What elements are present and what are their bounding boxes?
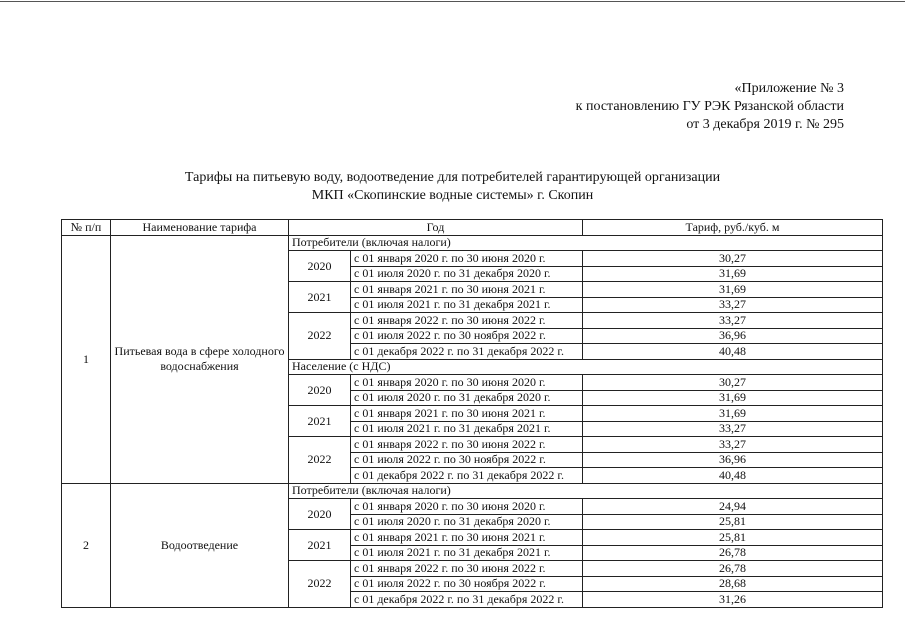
period-cell: с 01 июля 2020 г. по 31 декабря 2020 г. bbox=[351, 390, 583, 406]
header-year: Год bbox=[289, 220, 583, 236]
year-cell: 2021 bbox=[289, 406, 351, 437]
tariff-value: 24,94 bbox=[583, 499, 883, 515]
group-row bbox=[62, 235, 883, 251]
period-cell: с 01 июля 2021 г. по 31 декабря 2021 г. bbox=[351, 297, 583, 313]
title-line-2: МКП «Скопинские водные системы» г. Скопин bbox=[311, 188, 594, 203]
header-tariff: Тариф, руб./куб. м bbox=[583, 220, 883, 236]
tariff-value: 31,69 bbox=[583, 266, 883, 282]
tariff-value: 33,27 bbox=[583, 437, 883, 453]
tariff-value: 28,68 bbox=[583, 576, 883, 592]
period-cell: с 01 июля 2021 г. по 31 декабря 2021 г. bbox=[351, 545, 583, 561]
tariff-number: 1 bbox=[62, 235, 111, 483]
period-cell: с 01 января 2021 г. по 30 июня 2021 г. bbox=[351, 530, 583, 546]
tariff-value: 25,81 bbox=[583, 530, 883, 546]
tariff-value: 26,78 bbox=[583, 561, 883, 577]
tariff-table-body bbox=[62, 220, 883, 608]
tariff-value: 30,27 bbox=[583, 375, 883, 391]
tariff-value: 31,69 bbox=[583, 282, 883, 298]
tariff-value: 25,81 bbox=[583, 514, 883, 530]
year-cell: 2022 bbox=[289, 313, 351, 360]
period-cell: с 01 декабря 2022 г. по 31 декабря 2022 г. bbox=[351, 344, 583, 360]
tariff-value: 31,69 bbox=[583, 406, 883, 422]
tariff-value: 36,96 bbox=[583, 452, 883, 468]
tariff-value: 30,27 bbox=[583, 251, 883, 267]
period-cell: с 01 января 2022 г. по 30 июня 2022 г. bbox=[351, 313, 583, 329]
consumer-group-label: Потребители (включая налоги) bbox=[289, 235, 883, 251]
year-cell: 2020 bbox=[289, 375, 351, 406]
period-cell: с 01 января 2021 г. по 30 июня 2021 г. bbox=[351, 282, 583, 298]
period-cell: с 01 июля 2020 г. по 31 декабря 2020 г. bbox=[351, 266, 583, 282]
table-header-row bbox=[62, 220, 883, 236]
document-title bbox=[0, 169, 905, 205]
year-cell: 2021 bbox=[289, 282, 351, 313]
year-cell: 2022 bbox=[289, 561, 351, 608]
tariff-number: 2 bbox=[62, 483, 111, 607]
title-line-1: Тарифы на питьевую воду, водоотведение для потребителей гарантирующей организации bbox=[184, 170, 721, 185]
period-cell: с 01 января 2022 г. по 30 июня 2022 г. bbox=[351, 437, 583, 453]
period-cell: с 01 января 2020 г. по 30 июня 2020 г. bbox=[351, 499, 583, 515]
tariff-value: 31,69 bbox=[583, 390, 883, 406]
tariff-value: 33,27 bbox=[583, 421, 883, 437]
consumer-group-label: Потребители (включая налоги) bbox=[289, 483, 883, 499]
period-cell: с 01 января 2021 г. по 30 июня 2021 г. bbox=[351, 406, 583, 422]
year-cell: 2020 bbox=[289, 251, 351, 282]
tariff-name: Водоотведение bbox=[111, 483, 289, 607]
period-cell: с 01 июля 2022 г. по 30 ноября 2022 г. bbox=[351, 576, 583, 592]
appendix-line-2: к постановлению ГУ РЭК Рязанской области bbox=[575, 99, 844, 114]
period-cell: с 01 декабря 2022 г. по 31 декабря 2022 г. bbox=[351, 468, 583, 484]
period-cell: с 01 июля 2022 г. по 30 ноября 2022 г. bbox=[351, 328, 583, 344]
page-top-rule bbox=[0, 1, 905, 2]
tariff-value: 33,27 bbox=[583, 297, 883, 313]
tariff-value: 26,78 bbox=[583, 545, 883, 561]
header-num: № п/п bbox=[62, 220, 111, 236]
tariff-table bbox=[61, 219, 883, 608]
period-cell: с 01 января 2022 г. по 30 июня 2022 г. bbox=[351, 561, 583, 577]
tariff-value: 36,96 bbox=[583, 328, 883, 344]
appendix-line-3: от 3 декабря 2019 г. № 295 bbox=[686, 117, 844, 132]
year-cell: 2021 bbox=[289, 530, 351, 561]
group-row bbox=[62, 483, 883, 499]
appendix-header bbox=[576, 80, 844, 134]
period-cell: с 01 июля 2022 г. по 30 ноября 2022 г. bbox=[351, 452, 583, 468]
consumer-group-label: Население (с НДС) bbox=[289, 359, 883, 375]
tariff-value: 40,48 bbox=[583, 344, 883, 360]
tariff-name: Питьевая вода в сфере холодного водоснабжения bbox=[111, 235, 289, 483]
period-cell: с 01 января 2020 г. по 30 июня 2020 г. bbox=[351, 251, 583, 267]
tariff-value: 31,26 bbox=[583, 592, 883, 608]
header-name: Наименование тарифа bbox=[111, 220, 289, 236]
year-cell: 2022 bbox=[289, 437, 351, 484]
year-cell: 2020 bbox=[289, 499, 351, 530]
period-cell: с 01 января 2020 г. по 30 июня 2020 г. bbox=[351, 375, 583, 391]
tariff-value: 40,48 bbox=[583, 468, 883, 484]
period-cell: с 01 июля 2021 г. по 31 декабря 2021 г. bbox=[351, 421, 583, 437]
period-cell: с 01 июля 2020 г. по 31 декабря 2020 г. bbox=[351, 514, 583, 530]
period-cell: с 01 декабря 2022 г. по 31 декабря 2022 г. bbox=[351, 592, 583, 608]
tariff-value: 33,27 bbox=[583, 313, 883, 329]
appendix-line-1: «Приложение № 3 bbox=[734, 81, 844, 96]
